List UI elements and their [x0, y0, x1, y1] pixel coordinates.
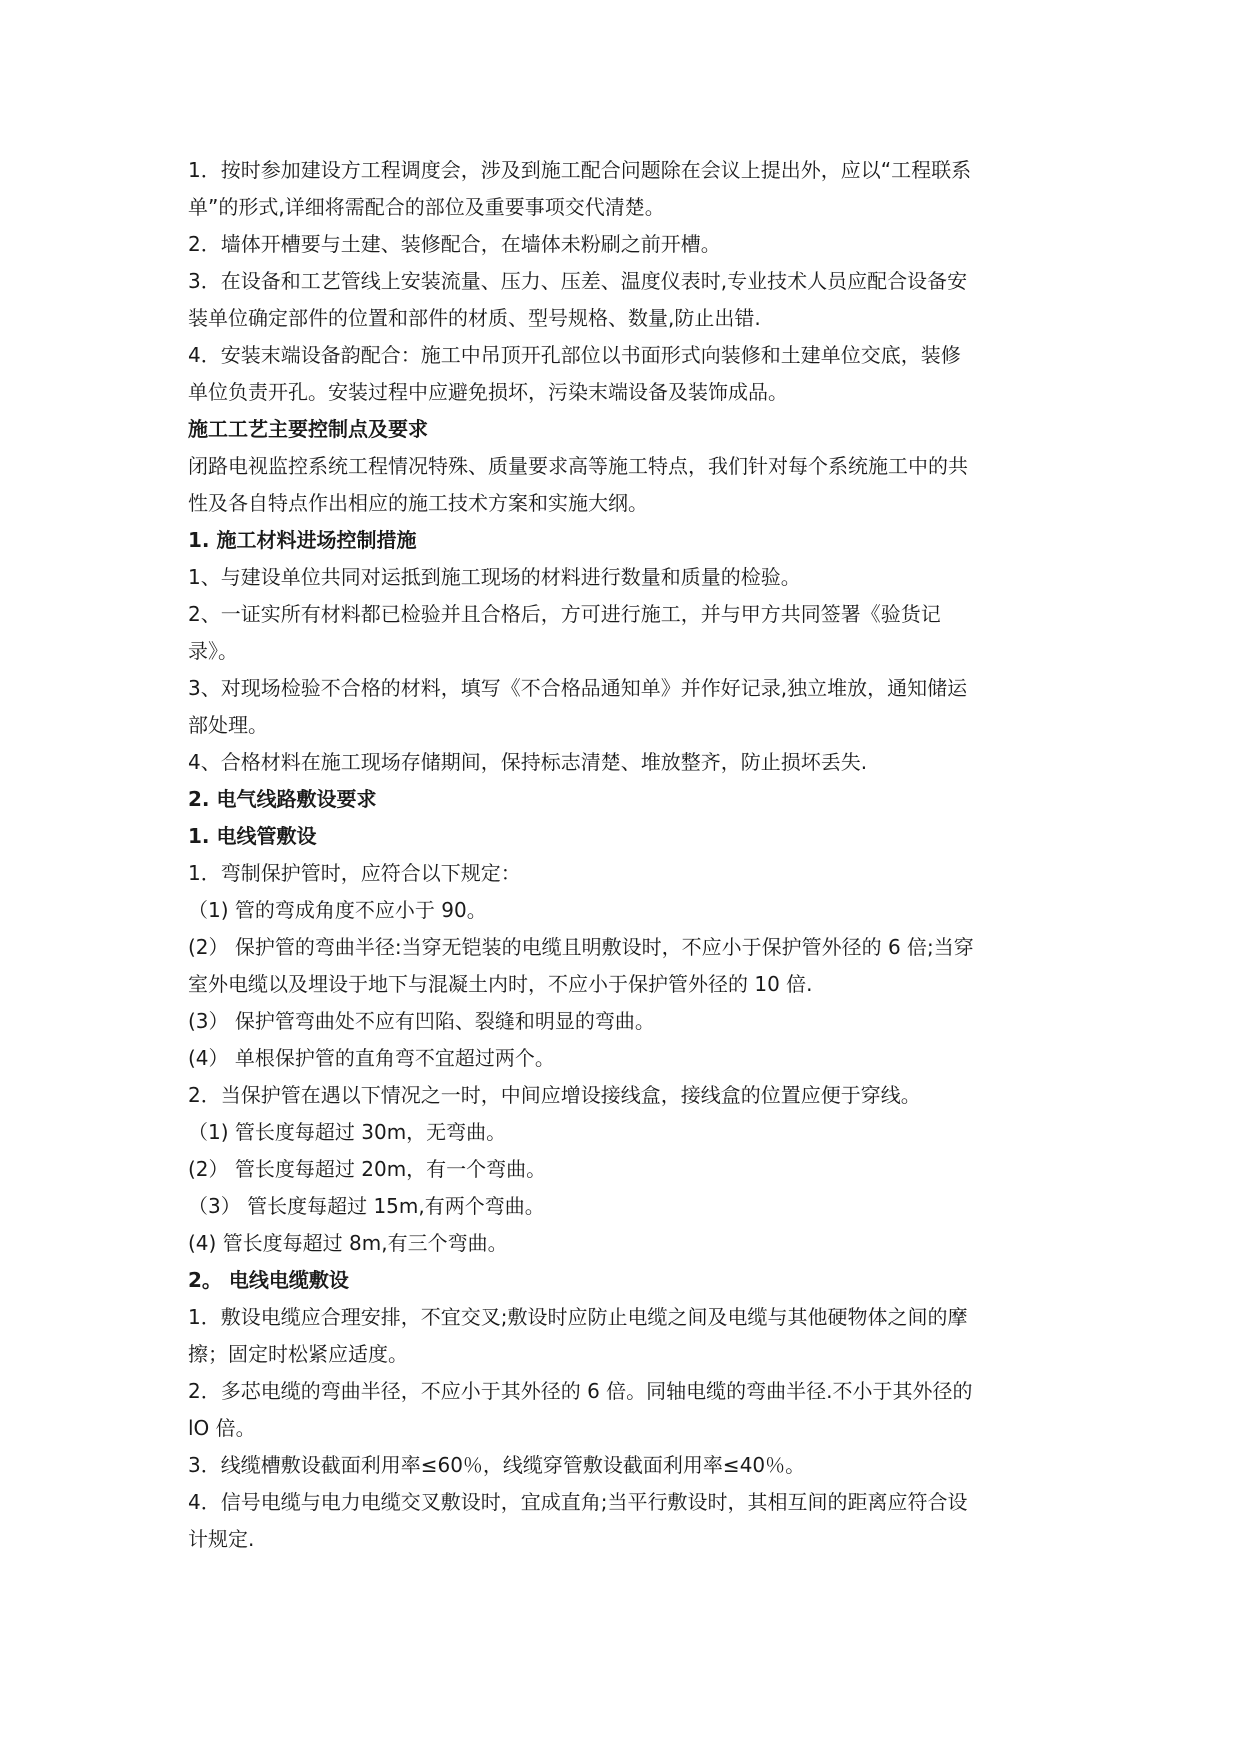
paragraph-line: 4、合格材料在施工现场存储期间，保持标志清楚、堆放整齐，防止损坏丢失. — [188, 750, 868, 774]
paragraph-line: 3、对现场检验不合格的材料，填写《不合格品通知单》并作好记录,独立堆放，通知储运 — [188, 676, 968, 700]
paragraph-line: (2） 管长度每超过 20m，有一个弯曲。 — [188, 1157, 547, 1181]
paragraph-line: 闭路电视监控系统工程情况特殊、质量要求高等施工特点，我们针对每个系统施工中的共 — [188, 454, 968, 478]
paragraph-line: 2．墙体开槽要与土建、装修配合，在墙体未粉刷之前开槽。 — [188, 232, 721, 256]
paragraph-line: 1．弯制保护管时，应符合以下规定： — [188, 861, 521, 885]
document-page — [188, 152, 1068, 1558]
paragraph-line: 3．在设备和工艺管线上安装流量、压力、压差、温度仪表时,专业技术人员应配合设备安 — [188, 269, 968, 293]
section-heading: 2. 电气线路敷设要求 — [188, 787, 377, 811]
section-heading: 2。 电线电缆敷设 — [188, 1268, 349, 1292]
paragraph-line: 室外电缆以及埋设于地下与混凝土内时，不应小于保护管外径的 10 倍. — [188, 972, 813, 996]
paragraph-line: 擦；固定时松紧应适度。 — [188, 1342, 408, 1366]
paragraph-line: 1．按时参加建设方工程调度会，涉及到施工配合问题除在会议上提出外，应以“工程联系 — [188, 158, 972, 182]
paragraph-line: 部处理。 — [188, 713, 268, 737]
paragraph-line: 2、一证实所有材料都已检验并且合格后，方可进行施工，并与甲方共同签署《验货记 — [188, 602, 941, 626]
paragraph-line: lO 倍。 — [188, 1416, 256, 1440]
paragraph-line: 录》。 — [188, 639, 238, 663]
paragraph-line: 单”的形式,详细将需配合的部位及重要事项交代清楚。 — [188, 195, 665, 219]
paragraph-line: (2） 保护管的弯曲半径:当穿无铠装的电缆且明敷设时，不应小于保护管外径的 6 倍;当穿 — [188, 935, 974, 959]
paragraph-line: 1、与建设单位共同对运抵到施工现场的材料进行数量和质量的检验。 — [188, 565, 801, 589]
paragraph-line: (4) 管长度每超过 8m,有三个弯曲。 — [188, 1231, 508, 1255]
paragraph-line: 计规定. — [188, 1527, 255, 1551]
paragraph-line: 3．线缆槽敷设截面利用率≤60％，线缆穿管敷设截面利用率≤40％。 — [188, 1453, 806, 1477]
paragraph-line: （1) 管的弯成角度不应小于 90。 — [188, 898, 487, 922]
paragraph-line: 性及各自特点作出相应的施工技术方案和实施大纲。 — [188, 491, 648, 515]
paragraph-line: 1．敷设电缆应合理安排，不宜交叉;敷设时应防止电缆之间及电缆与其他硬物体之间的摩 — [188, 1305, 968, 1329]
paragraph-line: 装单位确定部件的位置和部件的材质、型号规格、数量,防止出错. — [188, 306, 761, 330]
paragraph-line: (4） 单根保护管的直角弯不宜超过两个。 — [188, 1046, 555, 1070]
paragraph-line: 2．多芯电缆的弯曲半径，不应小于其外径的 6 倍。同轴电缆的弯曲半径.不小于其外径的 — [188, 1379, 973, 1403]
section-heading: 1. 施工材料进场控制措施 — [188, 528, 417, 552]
paragraph-line: 2．当保护管在遇以下情况之一时，中间应增设接线盒，接线盒的位置应便于穿线。 — [188, 1083, 921, 1107]
paragraph-line: 4．信号电缆与电力电缆交叉敷设时，宜成直角;当平行敷设时，其相互间的距离应符合设 — [188, 1490, 968, 1514]
section-heading: 施工工艺主要控制点及要求 — [188, 417, 428, 441]
paragraph-line: 单位负责开孔。安装过程中应避免损坏，污染末端设备及装饰成品。 — [188, 380, 788, 404]
section-heading: 1. 电线管敷设 — [188, 824, 317, 848]
paragraph-line: 4．安装末端设备韵配合：施工中吊顶开孔部位以书面形式向装修和土建单位交底，装修 — [188, 343, 961, 367]
paragraph-line: （1) 管长度每超过 30m，无弯曲。 — [188, 1120, 507, 1144]
paragraph-line: （3） 管长度每超过 15m,有两个弯曲。 — [188, 1194, 545, 1218]
paragraph-line: (3） 保护管弯曲处不应有凹陷、裂缝和明显的弯曲。 — [188, 1009, 655, 1033]
